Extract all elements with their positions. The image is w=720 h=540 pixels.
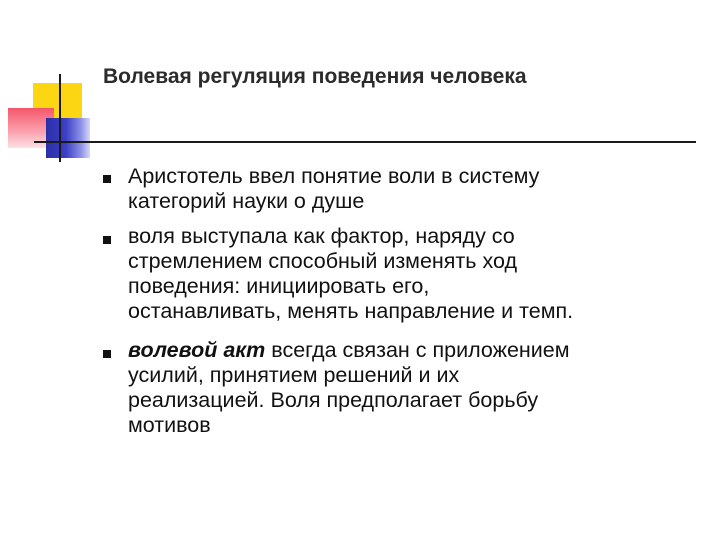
bullet-marker <box>103 350 111 358</box>
decorative-blue-square <box>46 118 90 158</box>
slide-title: Волевая регуляция поведения человека <box>103 65 527 88</box>
bullet-line: воля выступала как фактор, наряду со <box>128 224 515 248</box>
title-divider-line <box>34 141 696 143</box>
emphasis-term: волевой акт <box>128 338 266 362</box>
bullet-marker <box>103 175 111 183</box>
decorative-vertical-line <box>59 74 61 162</box>
bullet-item <box>128 338 713 438</box>
bullet-line: реализацией. Воля предполагает борьбу <box>128 388 539 412</box>
bullet-line: Аристотель ввел понятие воли в систему <box>128 164 540 188</box>
bullet-line: поведения: инициировать его, <box>128 274 430 298</box>
bullet-line: категорий науки о душе <box>128 189 365 213</box>
bullet-line: усилий, принятием решений и их <box>128 363 460 387</box>
bullet-line: стремлением способный изменять ход <box>128 249 517 273</box>
bullet-item <box>128 224 713 324</box>
bullet-first-line <box>128 338 713 363</box>
bullet-line: мотивов <box>128 413 211 437</box>
bullet-item <box>128 164 713 214</box>
bullet-marker <box>103 236 111 244</box>
bullet-line-rest: всегда связан с приложением <box>265 338 570 362</box>
bullet-line: останавливать, менять направление и темп. <box>128 299 574 323</box>
